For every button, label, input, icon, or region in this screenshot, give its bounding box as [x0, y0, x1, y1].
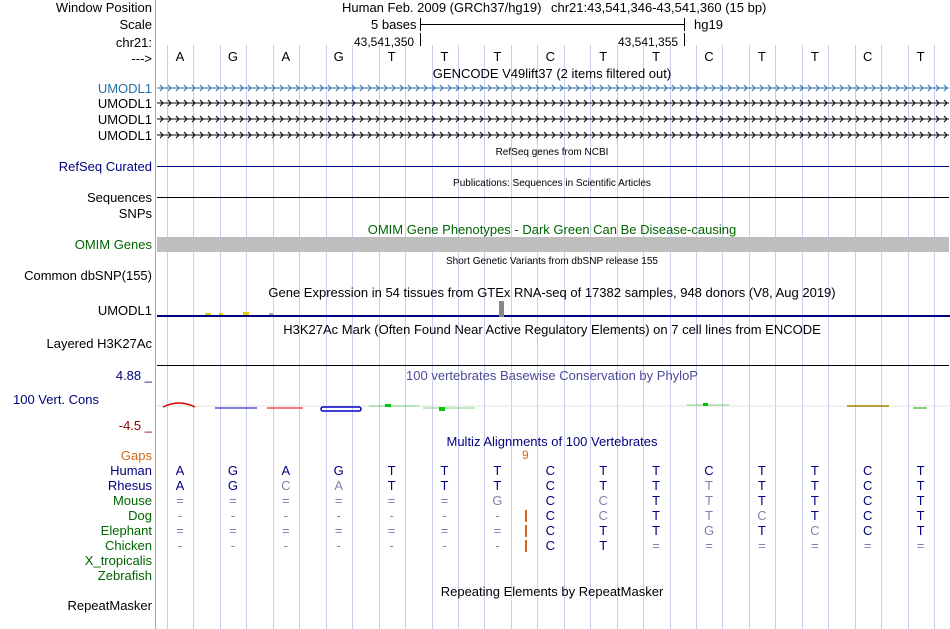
alignment-base: C [281, 478, 291, 493]
h3k27ac-title[interactable]: H3K27Ac Mark (Often Found Near Active Regulatory Elements) on 7 cell lines from ENCODE [283, 322, 821, 337]
alignment-base: C [810, 523, 820, 538]
alignment-base: C [862, 523, 873, 538]
alignment-base: - [336, 508, 341, 523]
dbsnp-label[interactable]: Common dbSNP(155) [24, 268, 152, 283]
alignment-base: T [493, 478, 502, 493]
gencode-gene-feature [157, 100, 949, 106]
cons-phylop-graph[interactable] [157, 396, 950, 416]
sequence-base: T [757, 49, 766, 64]
gaps-value: 9 [522, 448, 529, 462]
h3k27ac-baseline [157, 365, 949, 366]
alignment-base: - [177, 538, 183, 553]
strand-arrow-label: ---> [131, 51, 152, 66]
alignment-base: C [862, 508, 873, 523]
alignment-base: T [810, 463, 819, 478]
dbsnp-title[interactable]: Short Genetic Variants from dbSNP release 155 [446, 256, 658, 267]
alignment-base: C [545, 478, 555, 493]
chrom-label: chr21: [115, 35, 152, 50]
gtex-title[interactable]: Gene Expression in 54 tissues from GTEx RNA-seq of 17382 samples, 948 donors (V8, Aug 2019) [268, 285, 836, 300]
sequence-base: T [652, 49, 661, 64]
alignment-base: G [333, 463, 344, 478]
species-label[interactable]: Dog [128, 508, 152, 523]
alignment-base: - [283, 538, 288, 553]
alignment-base: = [282, 523, 290, 538]
sequence-base: C [862, 49, 873, 64]
species-label[interactable]: Mouse [112, 493, 152, 508]
alignment-base: T [757, 463, 766, 478]
alignment-base: T [705, 493, 713, 508]
alignment-base: - [389, 538, 394, 553]
repeatmasker-label[interactable]: RepeatMasker [67, 598, 152, 613]
alignment-base: T [916, 463, 925, 478]
gencode-gene-feature [157, 132, 949, 138]
alignment-base: - [230, 508, 236, 523]
alignment-base: T [705, 478, 713, 493]
alignment-base: T [387, 478, 396, 493]
gtex-label[interactable]: UMODL1 [97, 303, 152, 318]
species-label[interactable]: Rhesus [107, 478, 152, 493]
multiz-title[interactable]: Multiz Alignments of 100 Vertebrates [446, 434, 658, 449]
cons-min-label: -4.5 _ [118, 418, 152, 433]
sequences-label[interactable]: Sequences [86, 190, 152, 205]
alignment-base: T [387, 463, 396, 478]
alignment-base: - [336, 538, 341, 553]
alignment-base: T [599, 538, 608, 553]
alignment-base: = [387, 523, 396, 538]
alignment-base: - [177, 508, 183, 523]
alignment-base: A [334, 478, 344, 493]
alignment-base: T [599, 478, 608, 493]
scale-text: 5 bases [371, 17, 417, 32]
sequence-base: T [810, 49, 819, 64]
alignment-base: G [492, 493, 503, 508]
alignment-base: T [440, 478, 449, 493]
h3k27ac-label[interactable]: Layered H3K27Ac [46, 336, 152, 351]
refseq-label[interactable]: RefSeq Curated [58, 159, 152, 174]
alignment-base: T [652, 463, 661, 478]
gencode-gene-feature [157, 116, 949, 122]
cons-label[interactable]: 100 Vert. Cons [13, 392, 99, 407]
gencode-item-label-2[interactable]: UMODL1 [97, 96, 152, 111]
alignment-base: T [916, 523, 925, 538]
alignment-base: A [281, 463, 291, 478]
alignment-base: T [652, 508, 661, 523]
species-label[interactable]: Zebrafish [97, 568, 152, 583]
alignment-base: = [229, 523, 237, 538]
sequence-base: A [281, 49, 291, 64]
alignment-base: = [916, 538, 925, 553]
omim-gene-bar[interactable] [157, 237, 949, 252]
alignment-base: = [334, 523, 343, 538]
alignment-base: C [545, 538, 555, 553]
alignment-base: - [495, 508, 500, 523]
alignment-base: T [599, 523, 608, 538]
alignment-base: = [863, 538, 872, 553]
alignment-base: T [599, 463, 608, 478]
alignment-base: T [757, 493, 766, 508]
alignment-base: G [703, 523, 715, 538]
alignment-base: C [545, 523, 555, 538]
sequence-base: G [227, 49, 238, 64]
alignment-base: C [545, 493, 555, 508]
alignment-base: T [757, 478, 766, 493]
alignment-base: = [387, 493, 396, 508]
insertion-marker [525, 540, 527, 552]
alignment-base: = [440, 523, 449, 538]
alignment-base: G [227, 463, 238, 478]
alignment-base: T [916, 508, 925, 523]
alignment-base: T [810, 493, 819, 508]
alignment-base: = [334, 493, 343, 508]
alignment-base: = [282, 493, 290, 508]
alignment-base: = [811, 538, 819, 553]
alignment-base: T [652, 478, 661, 493]
gtex-expression-bars[interactable] [157, 299, 950, 319]
position-text[interactable]: chr21:43,541,346-43,541,360 (15 bp) [551, 0, 767, 15]
species-label[interactable]: Human [110, 463, 152, 478]
alignment-base: T [916, 493, 925, 508]
coord-left: 43,541,350 [354, 35, 415, 49]
publications-title[interactable]: Publications: Sequences in Scientific Articles [453, 178, 651, 189]
alignment-base: = [176, 493, 184, 508]
alignment-base: = [493, 523, 502, 538]
species-label[interactable]: Chicken [105, 538, 152, 553]
repeatmasker-title[interactable]: Repeating Elements by RepeatMasker [440, 584, 664, 599]
refseq-title[interactable]: RefSeq genes from NCBI [495, 147, 609, 158]
gencode-item-label-1[interactable]: UMODL1 [97, 81, 152, 96]
sequence-base: A [175, 49, 185, 64]
sequence-base: G [333, 49, 344, 64]
alignment-base: T [652, 523, 661, 538]
sequences-line [157, 197, 949, 198]
alignment-base: - [495, 538, 500, 553]
alignment-base: T [757, 523, 766, 538]
gencode-item-label-4[interactable]: UMODL1 [97, 128, 152, 143]
alignment-base: = [705, 538, 713, 553]
alignment-base: A [175, 463, 185, 478]
alignment-base: - [442, 538, 447, 553]
alignment-base: C [862, 478, 873, 493]
alignment-base: T [916, 478, 925, 493]
alignment-base: G [227, 478, 238, 493]
species-label[interactable]: Elephant [100, 523, 152, 538]
omim-title[interactable]: OMIM Gene Phenotypes - Dark Green Can Be Disease-causing [367, 222, 737, 237]
gencode-gene-feature [157, 85, 949, 91]
species-label[interactable]: X_tropicalis [84, 553, 152, 568]
alignment-base: C [598, 493, 608, 508]
alignment-base: = [176, 523, 184, 538]
alignment-base: = [440, 493, 449, 508]
insertion-marker [525, 525, 527, 537]
alignment-base: C [862, 493, 873, 508]
coord-right: 43,541,355 [618, 35, 679, 49]
sequence-base: T [440, 49, 449, 64]
alignment-base: C [545, 463, 555, 478]
alignment-base: T [493, 463, 502, 478]
refseq-gene-line[interactable] [157, 166, 949, 167]
alignment-base: T [705, 508, 713, 523]
scale-label: Scale [119, 17, 152, 32]
alignment-base: = [229, 493, 237, 508]
sequence-base: T [493, 49, 502, 64]
gencode-gene-features[interactable] [0, 0, 950, 160]
omim-label[interactable]: OMIM Genes [74, 237, 152, 252]
cons-max-label: 4.88 _ [115, 368, 152, 383]
snps-label[interactable]: SNPs [118, 206, 152, 221]
assembly-text[interactable]: Human Feb. 2009 (GRCh37/hg19) [342, 0, 542, 15]
alignment-base: C [704, 463, 714, 478]
alignment-base: T [810, 508, 819, 523]
alignment-base: A [175, 478, 185, 493]
alignment-base: C [545, 508, 555, 523]
alignment-base: C [598, 508, 608, 523]
alignment-base: - [442, 508, 447, 523]
gencode-title[interactable]: GENCODE V49lift37 (2 items filtered out) [432, 66, 672, 81]
cons-title[interactable]: 100 vertebrates Basewise Conservation by PhyloP [406, 368, 698, 383]
window-position-label: Window Position [55, 0, 152, 15]
sequence-base: T [599, 49, 608, 64]
alignment-base: C [862, 463, 873, 478]
alignment-base: T [652, 493, 661, 508]
alignment-base: - [230, 538, 236, 553]
scale-db: hg19 [694, 17, 723, 32]
gencode-item-label-3[interactable]: UMODL1 [97, 112, 152, 127]
alignment-base: - [283, 508, 288, 523]
alignment-base: = [758, 538, 766, 553]
alignment-base: = [652, 538, 660, 553]
sequence-base: C [545, 49, 555, 64]
alignment-base: T [810, 478, 819, 493]
sequence-base: C [704, 49, 714, 64]
sequence-base: T [387, 49, 396, 64]
gaps-label[interactable]: Gaps [120, 448, 152, 463]
sequence-base: T [916, 49, 925, 64]
insertion-marker [525, 510, 527, 522]
alignment-base: C [757, 508, 767, 523]
alignment-base: - [389, 508, 394, 523]
alignment-base: T [440, 463, 449, 478]
